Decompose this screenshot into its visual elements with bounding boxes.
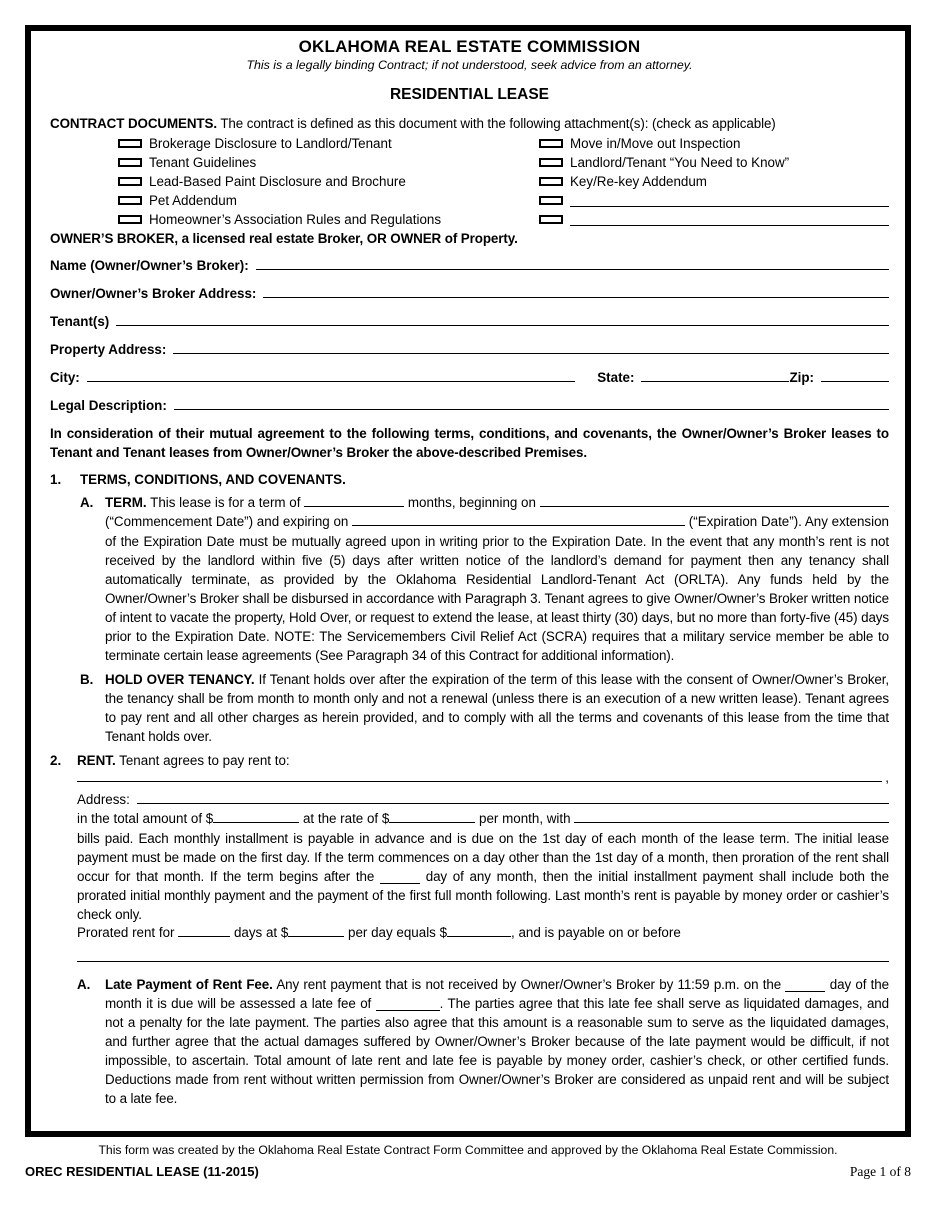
text-run: per month, with [475,811,575,826]
fill-in-blank[interactable] [540,494,889,507]
attachment-row [118,210,889,229]
attachment-label: Key/Re-key Addendum [570,174,707,189]
field-row-property-address [50,341,889,358]
attachment-blank-line[interactable] [570,214,889,226]
fill-in-blank[interactable] [380,871,420,884]
text-run: RENT. [77,753,116,768]
late-payment-marker: A. [77,977,91,992]
holdover-clause [80,670,889,746]
text-run: , and is payable on or before [511,925,681,940]
fill-in-blank[interactable] [137,791,889,804]
text-run: day of any month, then the initial installment payment shall include both the prorated initial monthly payment and the payment of the first full month following. Last month’s rent is payable by money order or cashier’s check only. [77,869,889,922]
text-run: . The parties agree that this late fee shall serve as liquidated damages, and not a penalty for the late payment. The parties also agree that this amount is a reasonable sum to serve as the liquidated damages, and further agree that the actual damages suffered by Owner/Owner’s Broker because of the late payment would be difficult, if not impossible, to ascertain. Total amount of late rent and late fee is payable by money order, cashier’s check, or other certified funds. Deductions made from rent without written permission from Owner/Owner’s Broker are considered as unpaid rent and will be subject to a late fee. [105,996,889,1106]
section-2-heading [50,753,889,768]
attachment-checkbox[interactable] [118,139,142,148]
fill-in-blank[interactable] [213,810,299,823]
fill-in-blank[interactable] [304,494,404,507]
text-run: This lease is for a term of [146,495,305,510]
text-run: Address: [77,792,138,807]
attachment-item [118,136,539,151]
name-field-blank[interactable] [256,257,889,270]
fill-in-blank[interactable] [352,513,685,526]
section-1-title: TERMS, CONDITIONS, AND COVENANTS. [80,472,346,487]
contract-documents-text: The contract is defined as this document with the following attachment(s): (check as applicable) [216,116,776,131]
footer-committee-note: This form was created by the Oklahoma Real Estate Contract Form Committee and approved by the Oklahoma Real Estate Commission. [98,1143,838,1157]
attachment-item [539,155,889,170]
legal-description-field-label: Legal Description: [50,398,167,413]
holdover-clause-body: If Tenant holds over after the expiration of the term of this lease with the consent of Owner/Owner’s Broker, the tenancy shall be from month to month only and not a renewal (unless there is an execution of a new written lease). Tenant agrees to pay rent and all other charges as herein provided, and to comply with all the terms and covenants of this lease from the time that Tenant holds over. [105,672,889,744]
text-run: (“Expiration Date”). Any extension [685,514,889,529]
late-payment-body [105,977,889,1106]
text-run: days at $ [230,925,289,940]
term-clause-marker: A. [80,495,94,510]
tenants-field-label: Tenant(s) [50,314,110,329]
attachment-label: Move in/Move out Inspection [570,136,741,151]
attachment-row [118,153,889,172]
attachment-item [118,174,539,189]
term-clause [80,494,889,665]
binding-notice: This is a legally binding Contract; if not understood, seek advice from an attorney. [246,58,693,72]
attachment-row [118,134,889,153]
attachment-label: Brokerage Disclosure to Landlord/Tenant [149,136,392,151]
text-run: Any rent payment that is not received by Owner/Owner’s Broker by 11:59 p.m. on the [272,977,786,992]
attachment-checkbox[interactable] [118,177,142,186]
zip-field-label: Zip: [789,370,814,385]
contract-documents-label: CONTRACT DOCUMENTS. [50,116,217,131]
fill-in-blank[interactable] [389,810,475,823]
prorated-continuation-blank[interactable] [77,949,889,962]
fill-in-blank[interactable] [376,998,440,1011]
attachment-item [539,136,889,151]
section-1-heading [50,472,889,487]
text-run: bills paid. Each monthly installment is payable in advance and is due on the 1st day of each month of the lease term. The initial lease payment must be made on the first day. If the term commences on a day other than the 1st day of a month, then proration of the rent shall occur for that month. If the term begins after the [77,831,889,884]
attachment-item [118,193,539,208]
commission-title: OKLAHOMA REAL ESTATE COMMISSION [298,37,641,56]
attachment-checkbox[interactable] [539,215,563,224]
attachment-item [539,195,889,207]
fill-in-blank[interactable] [447,924,511,937]
attachment-label: Pet Addendum [149,193,237,208]
name-field-label: Name (Owner/Owner’s Broker): [50,258,249,273]
page-border-box [25,25,911,1137]
rent-payee-line [77,769,889,788]
attachment-label: Tenant Guidelines [149,155,257,170]
attachment-blank-line[interactable] [570,195,889,207]
city-field-blank[interactable] [87,369,575,382]
fill-in-blank[interactable] [785,979,825,992]
attachment-label: Landlord/Tenant “You Need to Know” [570,155,790,170]
text-run: day of the month it is due will be assessed a late fee of [105,977,889,1011]
attachment-checkbox[interactable] [118,196,142,205]
text-run: (“Commencement Date”) and expiring on [105,514,353,529]
text-run: months, beginning on [404,495,540,510]
property-address-field-label: Property Address: [50,342,167,357]
fill-in-blank[interactable] [288,924,344,937]
state-field-blank[interactable] [641,369,789,382]
attachment-checkbox[interactable] [118,215,142,224]
term-line-2 [80,513,889,532]
text-run: Late Payment of Rent Fee. [105,977,273,992]
attachment-item [118,212,539,227]
text-run: Tenant agrees to pay rent to: [115,753,290,768]
attachment-checkbox[interactable] [539,177,563,186]
text-run: in the total amount of $ [77,811,214,826]
holdover-clause-label: HOLD OVER TENANCY. [105,672,255,687]
attachment-checkbox[interactable] [539,158,563,167]
field-row-tenants [50,313,889,330]
late-payment-clause [77,975,889,1108]
attachment-item [539,214,889,226]
attachment-row [118,172,889,191]
holdover-clause-marker: B. [80,672,94,687]
text-run: at the rate of $ [299,811,390,826]
term-clause-body: of the Expiration Date must be mutually agreed upon in writing prior to the Expiration Date. In the event that any month’s rent is not received by the landlord within five (5) days after written notice of the landlord’s demand for payment then any tenancy shall automatically terminate, as provided by the Oklahoma Residential Landlord-Tenant Act (ORLTA). Any funds held by the Owner/Owner’s Broker shall be disbursed in accordance with Paragraph 3. Tenant agrees to give Owner/Owner’s Broker written notice of intent to vacate the property, Hold Over, or request to extend the lease, at least thirty (30) days, but no more than forty-five (45) days prior to the Expiration Date. NOTE: The Servicemembers Civil Relief Act (SCRA) requires that a military service member be able to terminate certain lease agreements (See Paragraph 34 of this Contract for additional information). [105,534,889,663]
state-field-label: State: [597,370,635,385]
attachment-row [118,191,889,210]
fill-in-blank[interactable] [574,810,889,823]
rent-amount-line [77,810,889,829]
section-1-number: 1. [50,472,62,487]
section-2-number: 2. [50,753,62,768]
fill-in-blank[interactable] [178,924,230,937]
broker-address-field-label: Owner/Owner’s Broker Address: [50,286,257,301]
prorated-continuation-line [77,949,889,965]
consideration-paragraph: In consideration of their mutual agreement to the following terms, conditions, and covenants, the Owner/Owner’s Broker leases to Tenant and Tenant leases from Owner/Owner’s Broker the above-described Premises. [50,426,889,460]
form-title: RESIDENTIAL LEASE [389,86,550,103]
footer-page-number: Page 1 of 8 [849,1164,911,1179]
attachment-checkbox[interactable] [118,158,142,167]
attachment-checkbox[interactable] [539,139,563,148]
attachment-label: Lead-Based Paint Disclosure and Brochure [149,174,406,189]
legal-description-field-blank[interactable] [174,397,889,410]
tenants-field-blank[interactable] [116,313,889,326]
fill-in-blank[interactable] [77,769,882,782]
attachment-label: Homeowner’s Association Rules and Regulations [149,212,442,227]
rent-body-paragraph [77,829,889,924]
city-field-label: City: [50,370,80,385]
attachment-item [539,174,889,189]
prorated-rent-line [77,924,889,943]
field-row-broker-address [50,285,889,302]
footer-form-id: OREC RESIDENTIAL LEASE (11-2015) [25,1164,259,1179]
owners-broker-line: OWNER’S BROKER, a licensed real estate Broker, OR OWNER of Property. [50,231,518,246]
text-run: per day equals $ [344,925,448,940]
rent-address-line [77,791,889,810]
text-run: , [881,770,889,785]
rent-intro [77,753,290,768]
field-row-legal-description [50,397,889,414]
broker-address-field-blank[interactable] [263,285,889,298]
field-row-name [50,257,889,274]
footer-id-row [25,1164,911,1180]
attachments-checkbox-grid [118,134,889,229]
text-run: Prorated rent for [77,925,179,940]
field-row-city-state-zip [50,369,889,386]
property-address-field-blank[interactable] [173,341,889,354]
attachment-item [118,155,539,170]
zip-field-blank[interactable] [821,369,889,382]
term-line-1 [80,494,889,513]
contract-documents-line [50,116,889,131]
text-run: TERM. [105,495,147,510]
attachment-checkbox[interactable] [539,196,563,205]
